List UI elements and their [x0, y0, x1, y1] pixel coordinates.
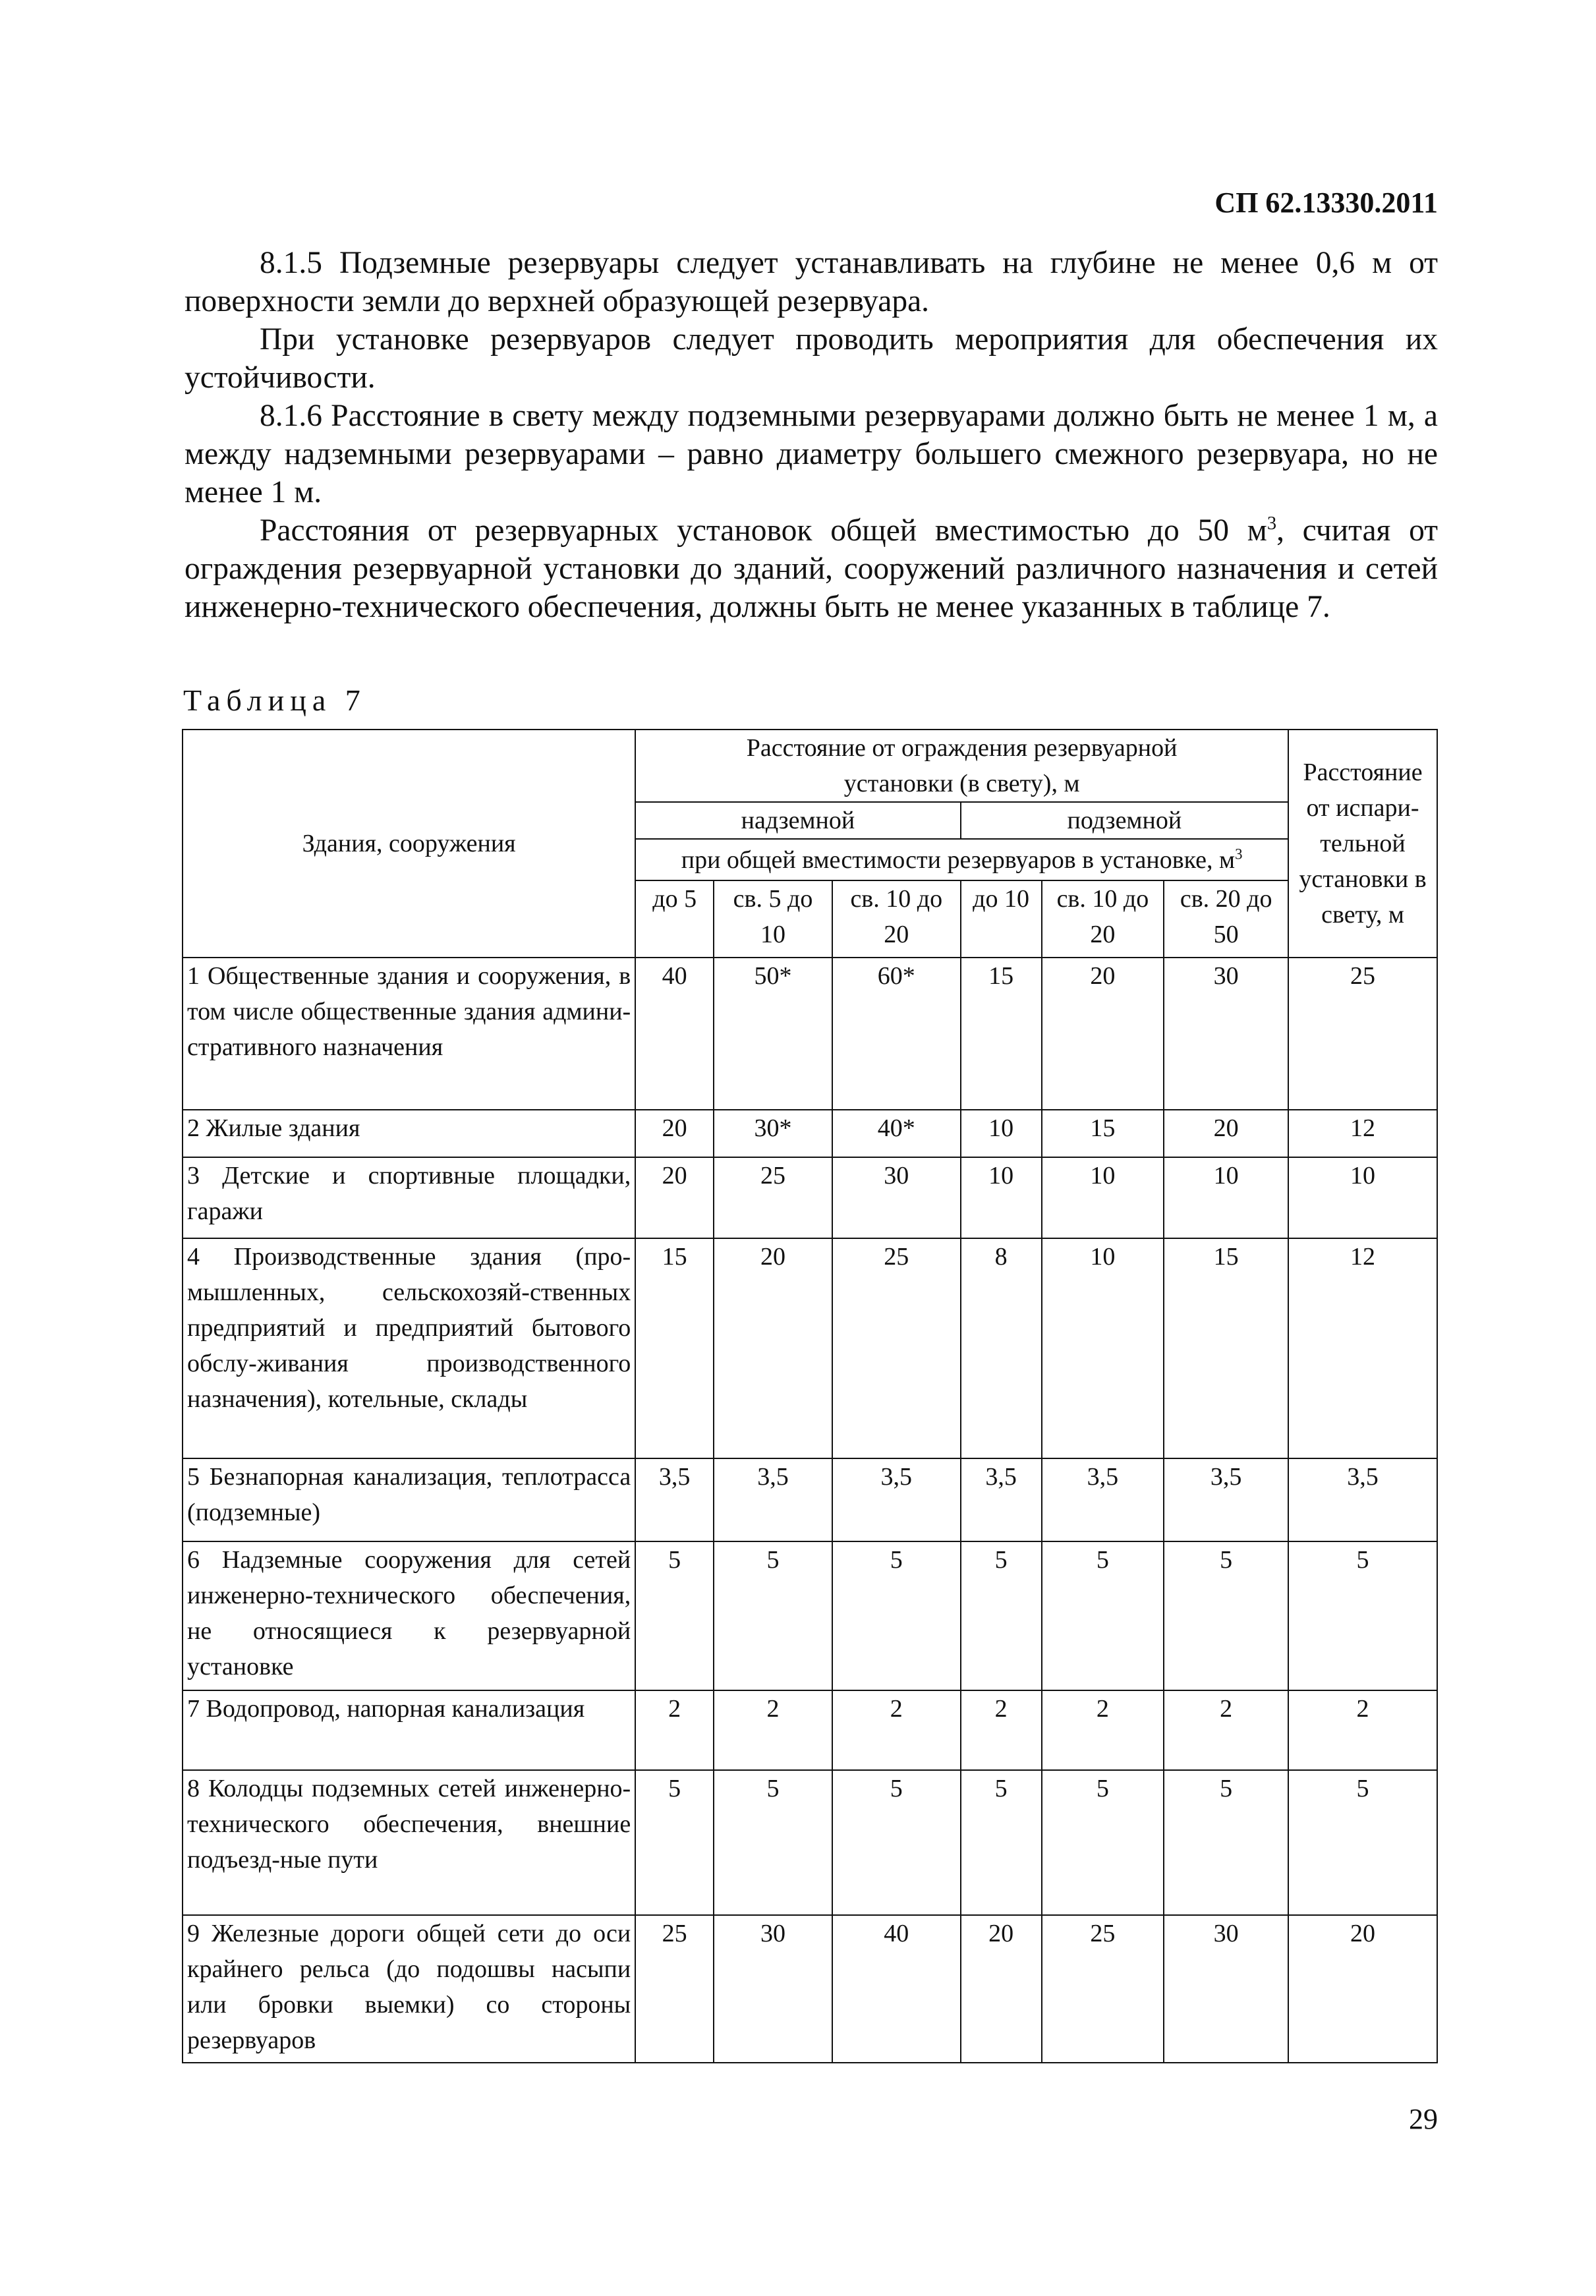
header-under: подземной: [961, 802, 1288, 839]
text: Расстояния от резервуарных установок общей вместимостью до 50 м: [260, 513, 1267, 548]
cell-value: 5: [714, 1541, 832, 1690]
paragraph: [185, 511, 1438, 626]
row-name: 2 Жилые здания: [183, 1110, 635, 1157]
body-text: [185, 244, 1438, 626]
table-row: [183, 1770, 1437, 1915]
paragraph: 8.1.6 Расстояние в свету между подземными резервуарами должно быть не менее 1 м, а между надземными резервуарами – равно диаметру большего смежного резервуара, но не менее 1 м.: [185, 399, 1438, 509]
header-group: Расстояние от ограждения резервуарной установки (в свету), м: [635, 730, 1288, 802]
cell-value: 3,5: [635, 1458, 714, 1541]
cell-value: 2: [635, 1690, 714, 1770]
document-code: СП 62.13330.2011: [1214, 187, 1438, 219]
cell-value: 25: [832, 1238, 961, 1458]
cell-value: 2: [1288, 1690, 1437, 1770]
cell-value: 10: [961, 1157, 1042, 1238]
cell-value: 5: [635, 1541, 714, 1690]
cell-value: 12: [1288, 1110, 1437, 1157]
cell-value: 30: [1164, 958, 1288, 1110]
cell-value: 15: [961, 958, 1042, 1110]
cell-value: 40*: [832, 1110, 961, 1157]
cell-value: 3,5: [1042, 1458, 1164, 1541]
cell-value: 25: [714, 1157, 832, 1238]
cell-value: 20: [1164, 1110, 1288, 1157]
row-name: 5 Безнапорная канализация, теплотрасса (подземные): [183, 1458, 635, 1541]
cell-value: 2: [1164, 1690, 1288, 1770]
paragraph: При установке резервуаров следует проводить мероприятия для обеспечения их устойчивости.: [185, 322, 1438, 395]
cell-value: 10: [1042, 1157, 1164, 1238]
cell-value: 12: [1288, 1238, 1437, 1458]
cell-value: 10: [1042, 1238, 1164, 1458]
table-row: [183, 1690, 1437, 1770]
paragraph: 8.1.5 Подземные резервуары следует устанавливать на глубине не менее 0,6 м от поверхности земли до верхней образующей резервуара.: [185, 246, 1438, 318]
cell-value: 30: [1164, 1915, 1288, 2063]
cell-value: 20: [1288, 1915, 1437, 2063]
table-row: [183, 958, 1437, 1110]
cell-value: 5: [832, 1541, 961, 1690]
cell-value: 40: [832, 1915, 961, 2063]
column-header: св. 10 до 20: [1042, 880, 1164, 958]
cell-value: 3,5: [714, 1458, 832, 1541]
header-evap: Расстояние от испари-тельной установки в свету, м: [1288, 730, 1437, 958]
cell-value: 20: [1042, 958, 1164, 1110]
cell-value: 2: [714, 1690, 832, 1770]
table-row: [183, 1915, 1437, 2063]
table-row: [183, 1238, 1437, 1458]
cell-value: 15: [635, 1238, 714, 1458]
cell-value: 20: [714, 1238, 832, 1458]
cell-value: 5: [832, 1770, 961, 1915]
cell-value: 10: [1164, 1157, 1288, 1238]
superscript: 3: [1235, 845, 1243, 862]
row-name: 6 Надземные сооружения для сетей инженерно-технического обеспечения, не относящиеся к резервуарной установке: [183, 1541, 635, 1690]
cell-value: 60*: [832, 958, 961, 1110]
column-header: св. 5 до 10: [714, 880, 832, 958]
text: , считая от ограждения резервуарной установки до зданий, сооружений различного назначения и сетей инженерно-технического обеспечения, должны быть не менее указанных в таблице 7.: [185, 513, 1438, 624]
cell-value: 5: [1288, 1541, 1437, 1690]
table-row: [183, 1157, 1437, 1238]
cell-value: 5: [961, 1770, 1042, 1915]
column-header: св. 20 до 50: [1164, 880, 1288, 958]
cell-value: 30*: [714, 1110, 832, 1157]
cell-value: 10: [961, 1110, 1042, 1157]
column-header: до 10: [961, 880, 1042, 958]
cell-value: 30: [714, 1915, 832, 2063]
cell-value: 10: [1288, 1157, 1437, 1238]
cell-value: 3,5: [1288, 1458, 1437, 1541]
cell-value: 25: [1042, 1915, 1164, 2063]
page-number: 29: [1409, 2103, 1438, 2135]
cell-value: 3,5: [832, 1458, 961, 1541]
row-name: 7 Водопровод, напорная канализация: [183, 1690, 635, 1770]
cell-value: 2: [1042, 1690, 1164, 1770]
column-header: св. 10 до 20: [832, 880, 961, 958]
cell-value: 15: [1042, 1110, 1164, 1157]
cell-value: 30: [832, 1157, 961, 1238]
row-name: 9 Железные дороги общей сети до оси крайнего рельса (до подошвы насыпи или бровки выемки) со стороны резервуаров: [183, 1915, 635, 2063]
cell-value: 3,5: [1164, 1458, 1288, 1541]
cell-value: 8: [961, 1238, 1042, 1458]
cell-value: 5: [1164, 1541, 1288, 1690]
header-above: надземной: [635, 802, 960, 839]
row-name: 4 Производственные здания (про-мышленных, сельскохозяй-ственных предприятий и предприятий бытового обслу-живания производственного назначения), котельные, склады: [183, 1238, 635, 1458]
cell-value: 20: [635, 1157, 714, 1238]
cell-value: 5: [1164, 1770, 1288, 1915]
cell-value: 5: [714, 1770, 832, 1915]
header-volume: [635, 839, 1288, 880]
table-row: [183, 1458, 1437, 1541]
cell-value: 25: [635, 1915, 714, 2063]
cell-value: 3,5: [961, 1458, 1042, 1541]
cell-value: 5: [961, 1541, 1042, 1690]
table-7: [182, 729, 1438, 2063]
row-name: 8 Колодцы подземных сетей инженерно-технического обеспечения, внешние подъезд-ные пути: [183, 1770, 635, 1915]
header-name: Здания, сооружения: [183, 730, 635, 958]
cell-value: 5: [1042, 1541, 1164, 1690]
cell-value: 2: [832, 1690, 961, 1770]
column-header: до 5: [635, 880, 714, 958]
cell-value: 20: [961, 1915, 1042, 2063]
table-caption: Таблица 7: [183, 683, 366, 717]
cell-value: 2: [961, 1690, 1042, 1770]
cell-value: 50*: [714, 958, 832, 1110]
row-name: 3 Детские и спортивные площадки, гаражи: [183, 1157, 635, 1238]
cell-value: 15: [1164, 1238, 1288, 1458]
cell-value: 25: [1288, 958, 1437, 1110]
text: при общей вместимости резервуаров в установке, м: [681, 846, 1236, 874]
cell-value: 20: [635, 1110, 714, 1157]
table-row: [183, 1541, 1437, 1690]
cell-value: 5: [1288, 1770, 1437, 1915]
table-row: [183, 1110, 1437, 1157]
cell-value: 40: [635, 958, 714, 1110]
cell-value: 5: [635, 1770, 714, 1915]
cell-value: 5: [1042, 1770, 1164, 1915]
row-name: 1 Общественные здания и сооружения, в том числе общественные здания админи-стративного назначения: [183, 958, 635, 1110]
superscript: 3: [1267, 513, 1277, 534]
